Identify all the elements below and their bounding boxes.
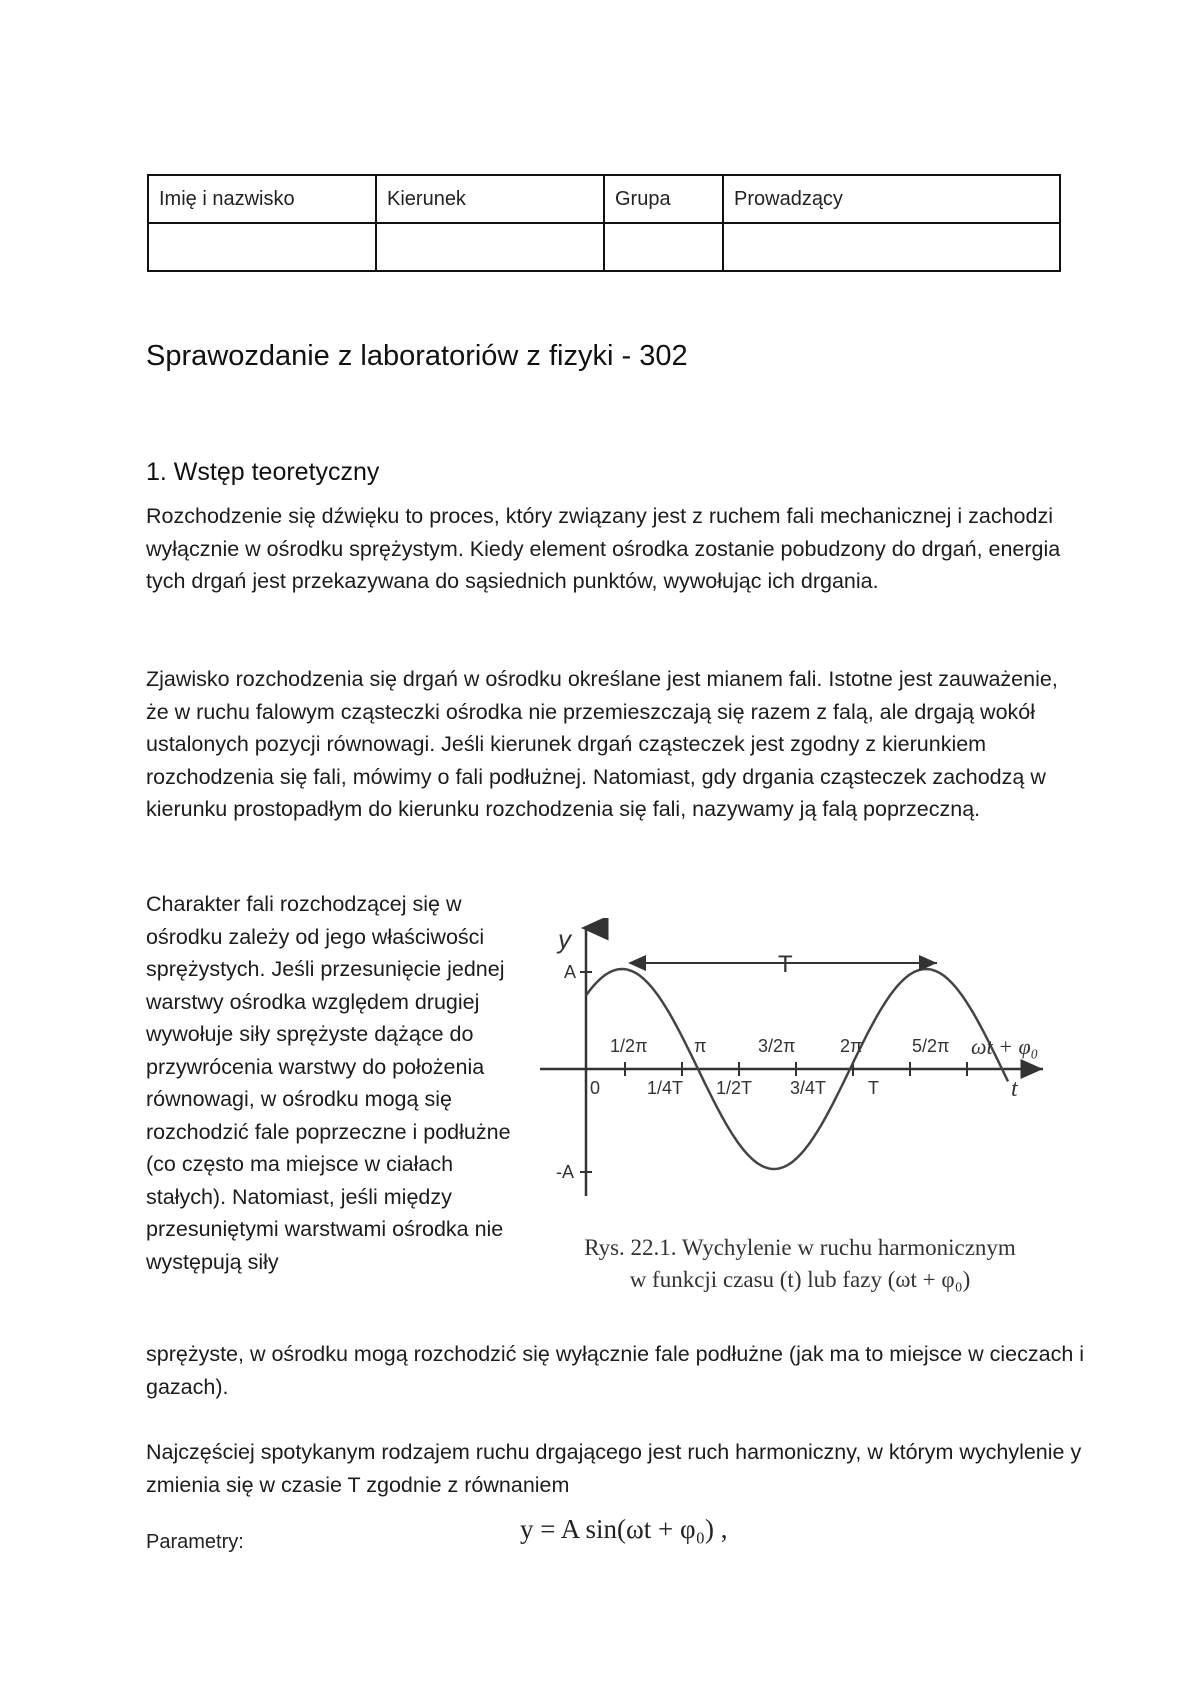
period-label: T bbox=[778, 951, 793, 978]
phase-axis-label: ωt + φ₀ bbox=[971, 1034, 1039, 1059]
phase-tick-label: π bbox=[694, 1036, 707, 1056]
phase-tick-label: 1/2π bbox=[610, 1036, 648, 1056]
caption-line: Rys. 22.1. Wychylenie w ruchu harmonicznym bbox=[584, 1235, 1016, 1260]
value-cell-name[interactable] bbox=[148, 223, 376, 271]
time-tick-label: T bbox=[868, 1078, 879, 1098]
paragraph-intro: Rozchodzenie się dźwięku to proces, który związany jest z ruchem fali mechanicznej i zachodzi wyłącznie w ośrodku sprężystym. Kiedy element ośrodka zostanie pobudzony do drgań, energia tych drgań jest przekazywana do sąsiednich punktów, wywołując ich drgania. bbox=[146, 504, 1061, 593]
value-cell-group[interactable] bbox=[604, 223, 723, 271]
value-cell-supervisor[interactable] bbox=[723, 223, 1060, 271]
header-cell-group: Grupa bbox=[604, 175, 723, 223]
header-table bbox=[147, 174, 1061, 272]
caption-line: w funkcji czasu (t) lub fazy (ωt + φ₀) bbox=[629, 1267, 971, 1292]
value-cell-field[interactable] bbox=[376, 223, 604, 271]
parameters-label: Parametry: bbox=[146, 1531, 244, 1553]
time-tick-label: 0 bbox=[590, 1078, 601, 1098]
header-cell-field: Kierunek bbox=[376, 175, 604, 223]
x-axis-label: t bbox=[1011, 1076, 1018, 1102]
phase-tick-label: 3/2π bbox=[758, 1036, 796, 1056]
figure-caption bbox=[560, 1232, 1040, 1296]
time-tick-label: 3/4T bbox=[790, 1078, 827, 1098]
document-title: Sprawozdanie z laboratoriów z fizyki - 302 bbox=[146, 340, 688, 372]
paragraph-harmonic: Najczęściej spotykanym rodzajem ruchu drgającego jest ruch harmoniczny, w którym wychylenie y zmienia się w czasie T zgodnie z równaniem bbox=[146, 1440, 1082, 1497]
phase-tick-label: 5/2π bbox=[912, 1036, 950, 1056]
amplitude-top-label: A bbox=[564, 962, 577, 982]
phase-tick-label: 2π bbox=[840, 1036, 863, 1056]
time-tick-label: 1/2T bbox=[716, 1078, 753, 1098]
paragraph-wave-character-cont: sprężyste, w ośrodku mogą rozchodzić się wyłącznie fale podłużne (jak ma to miejsce w cieczach i gazach). bbox=[146, 1342, 1085, 1399]
amplitude-bottom-label: -A bbox=[556, 1162, 574, 1182]
header-cell-supervisor: Prowadzący bbox=[723, 175, 1060, 223]
paragraph-waves: Zjawisko rozchodzenia się drgań w ośrodku określane jest mianem fali. Istotne jest zauważenie, że w ruchu falowym cząsteczki ośrodka nie przemieszczają się razem z falą, ale drgają wokół ustalonych pozycji równowagi. Jeśli kierunek drgań cząsteczek jest zgodny z kierunkiem rozchodzenia się fali, mówimy o fali podłużnej. Natomiast, gdy drgania cząsteczek zachodzą w kierunku prostopadłym do kierunku rozchodzenia się fali, nazywamy ją falą poprzeczną. bbox=[146, 667, 1058, 821]
paragraph-wave-character: Charakter fali rozchodzącej się w ośrodku zależy od jego właściwości sprężystych. Jeśli przesunięcie jednej warstwy ośrodka względem drugiej wywołuje siły sprężyste dążące do przywrócenia warstwy do położenia równowagi, w ośrodku mogą się rozchodzić fale poprzeczne i podłużne (co często ma miejsce w ciałach stałych). Natomiast, jeśli między przesuniętymi warstwami ośrodka nie występują siły bbox=[146, 892, 511, 1274]
header-cell-name: Imię i nazwisko bbox=[148, 175, 376, 223]
y-axis-label: y bbox=[558, 924, 571, 954]
time-tick-label: 1/4T bbox=[647, 1078, 684, 1098]
harmonic-equation: y = A sin(ωt + φ₀) , bbox=[520, 1514, 728, 1544]
section-heading: 1. Wstęp teoretyczny bbox=[146, 458, 380, 486]
